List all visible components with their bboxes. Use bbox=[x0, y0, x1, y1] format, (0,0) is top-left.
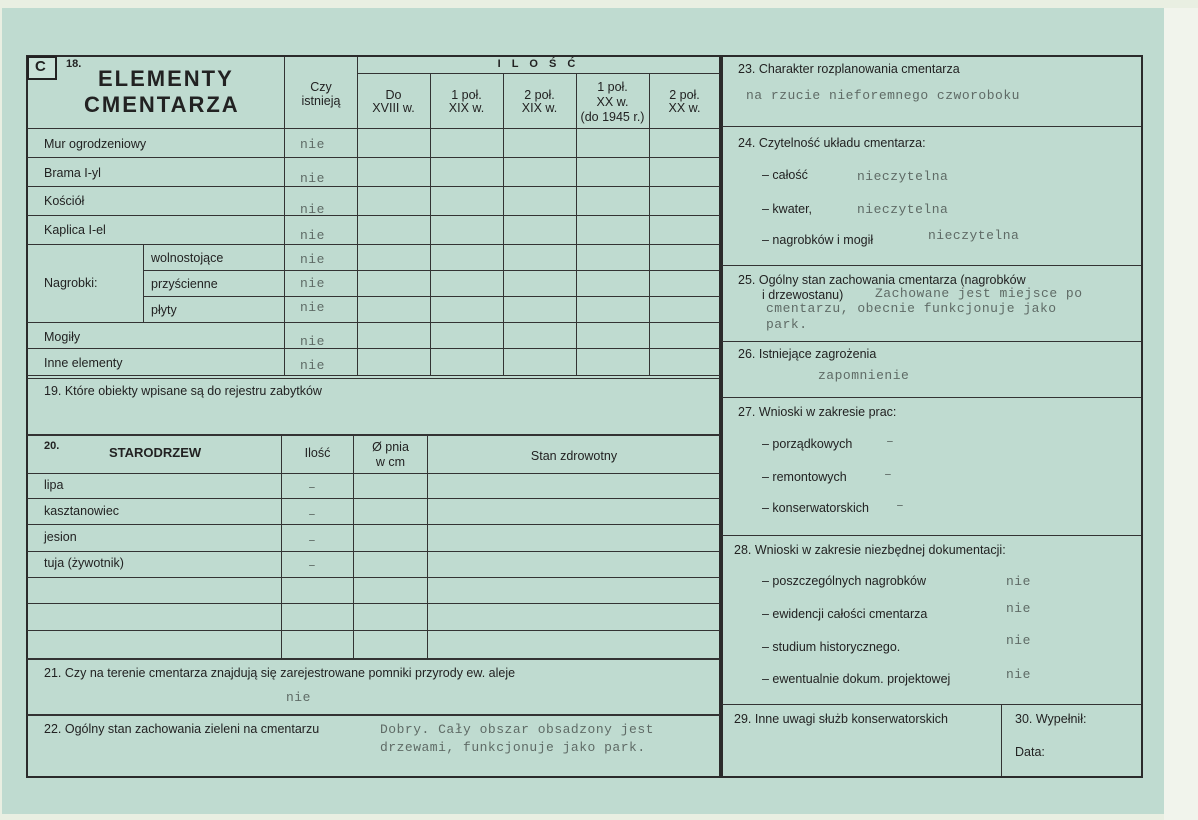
section-30-date-label: Data: bbox=[1015, 745, 1045, 759]
section-28-value-2: nie bbox=[1006, 601, 1031, 616]
section-26-label: 26. Istniejące zagrożenia bbox=[738, 347, 877, 361]
period-header-1-b: XVIII w. bbox=[372, 101, 415, 115]
value-gate: nie bbox=[300, 171, 325, 186]
period-header-5: 2 poł. bbox=[669, 88, 700, 102]
tree-count-4: – bbox=[308, 558, 317, 573]
period-header-2: 1 poł. bbox=[451, 88, 482, 102]
section-29-label: 29. Inne uwagi służb konserwatorskich bbox=[734, 712, 949, 726]
period-header-4-b: XX w. bbox=[596, 95, 629, 109]
section-27-value-3: – bbox=[896, 498, 905, 513]
period-header-4: 1 poł. bbox=[597, 80, 628, 94]
section-18-title-line2: CMENTARZA bbox=[84, 92, 240, 117]
section-28-label: 28. Wnioski w zakresie niezbędnej dokumentacji: bbox=[734, 543, 1006, 557]
section-28-item-1: – poszczególnych nagrobków bbox=[762, 574, 926, 588]
row-label-church: Kościół bbox=[44, 194, 85, 208]
section-21-value: nie bbox=[286, 690, 311, 705]
quantity-header: I L O Ś Ć bbox=[497, 58, 580, 70]
section-27-label: 27. Wnioski w zakresie prac: bbox=[738, 405, 897, 419]
exists-header-line2: istnieją bbox=[301, 94, 341, 108]
section-24-value-1: nieczytelna bbox=[857, 169, 949, 184]
period-header-2-b: XIX w. bbox=[448, 101, 485, 115]
section-22-value-line2: drzewami, funkcjonuje jako park. bbox=[380, 740, 646, 755]
tree-name-4: tuja (żywotnik) bbox=[44, 556, 124, 570]
row-label-wall-mounted: przyścienne bbox=[151, 277, 218, 291]
section-25-label-b: i drzewostanu) bbox=[762, 288, 844, 302]
tree-count-2: – bbox=[308, 507, 317, 522]
section-28-item-3: – studium historycznego. bbox=[762, 640, 901, 654]
section-30-label: 30. Wypełnił: bbox=[1015, 712, 1087, 726]
value-chapel: nie bbox=[300, 228, 325, 243]
row-label-wall: Mur ogrodzeniowy bbox=[44, 137, 147, 151]
value-graves: nie bbox=[300, 334, 325, 349]
value-other: nie bbox=[300, 358, 325, 373]
section-18-number: 18. bbox=[66, 58, 82, 70]
section-27-item-1: – porządkowych bbox=[762, 437, 853, 451]
tree-name-2: kasztanowiec bbox=[44, 504, 120, 518]
row-label-freestanding: wolnostojące bbox=[151, 251, 224, 265]
section-24-item-3: – nagrobków i mogił bbox=[762, 233, 874, 247]
section-22-value-line1: Dobry. Cały obszar obsadzony jest bbox=[380, 722, 654, 737]
section-21-label: 21. Czy na terenie cmentarza znajdują się zarejestrowane pomniki przyrody ew. aleje bbox=[44, 666, 516, 680]
section-24-value-2: nieczytelna bbox=[857, 202, 949, 217]
row-label-slabs: płyty bbox=[151, 303, 177, 317]
value-wall: nie bbox=[300, 137, 325, 152]
section-28-value-3: nie bbox=[1006, 633, 1031, 648]
section-24-item-1: – całość bbox=[762, 168, 808, 182]
value-freestanding: nie bbox=[300, 252, 325, 267]
section-28-value-1: nie bbox=[1006, 574, 1031, 589]
card-letter: C bbox=[35, 58, 46, 75]
section-20-number: 20. bbox=[44, 440, 60, 452]
section-24-value-3: nieczytelna bbox=[928, 228, 1020, 243]
section-25-value-line3: park. bbox=[766, 317, 808, 332]
period-header-4-c: (do 1945 r.) bbox=[580, 110, 645, 124]
scan-background bbox=[1164, 8, 1198, 820]
section-26-value: zapomnienie bbox=[818, 368, 910, 383]
section-27-value-2: – bbox=[884, 467, 893, 482]
value-wall-mounted: nie bbox=[300, 276, 325, 291]
section-28-value-4: nie bbox=[1006, 667, 1031, 682]
section-24-label: 24. Czytelność układu cmentarza: bbox=[738, 136, 926, 150]
period-header-1: Do bbox=[385, 88, 402, 102]
row-label-other: Inne elementy bbox=[44, 356, 123, 370]
value-church: nie bbox=[300, 202, 325, 217]
section-24-item-2: – kwater, bbox=[762, 202, 813, 216]
tree-count-1: – bbox=[308, 480, 317, 495]
period-header-5-b: XX w. bbox=[668, 101, 701, 115]
period-header-3: 2 poł. bbox=[524, 88, 555, 102]
row-label-chapel: Kaplica I-el bbox=[44, 223, 106, 237]
section-25-value-line1: Zachowane jest miejsce po bbox=[875, 286, 1083, 301]
value-slabs: nie bbox=[300, 300, 325, 315]
tree-count-3: – bbox=[308, 533, 317, 548]
section-27-item-2: – remontowych bbox=[762, 470, 847, 484]
section-22-label: 22. Ogólny stan zachowania zieleni na cmentarzu bbox=[44, 722, 320, 736]
section-28-item-2: – ewidencji całości cmentarza bbox=[762, 607, 928, 621]
section-18-title-line1: ELEMENTY bbox=[98, 66, 234, 91]
section-23-label: 23. Charakter rozplanowania cmentarza bbox=[738, 62, 960, 76]
section-25-label: 25. Ogólny stan zachowania cmentarza (nagrobków bbox=[738, 273, 1026, 287]
exists-header-line1: Czy bbox=[310, 80, 332, 94]
section-20-title: STARODRZEW bbox=[109, 445, 202, 460]
health-header: Stan zdrowotny bbox=[530, 449, 618, 463]
row-label-gate: Brama I-yl bbox=[44, 166, 101, 180]
trunk-diameter-header-b: w cm bbox=[375, 455, 406, 469]
tree-name-1: lipa bbox=[44, 478, 64, 492]
section-27-value-1: – bbox=[886, 434, 895, 449]
row-label-graves: Mogiły bbox=[44, 330, 81, 344]
period-header-3-b: XIX w. bbox=[521, 101, 558, 115]
section-27-item-3: – konserwatorskich bbox=[762, 501, 869, 515]
section-25-value-line2: cmentarzu, obecnie funkcjonuje jako bbox=[766, 301, 1057, 316]
tree-count-header: Ilość bbox=[304, 446, 331, 460]
tree-name-3: jesion bbox=[44, 530, 77, 544]
section-19-label: 19. Które obiekty wpisane są do rejestru zabytków bbox=[44, 384, 322, 398]
section-28-item-4: – ewentualnie dokum. projektowej bbox=[762, 672, 951, 686]
trunk-diameter-header: Ø pnia bbox=[372, 440, 409, 454]
row-label-gravestones: Nagrobki: bbox=[44, 276, 98, 290]
section-23-value: na rzucie nieforemnego czworoboku bbox=[746, 88, 1020, 103]
